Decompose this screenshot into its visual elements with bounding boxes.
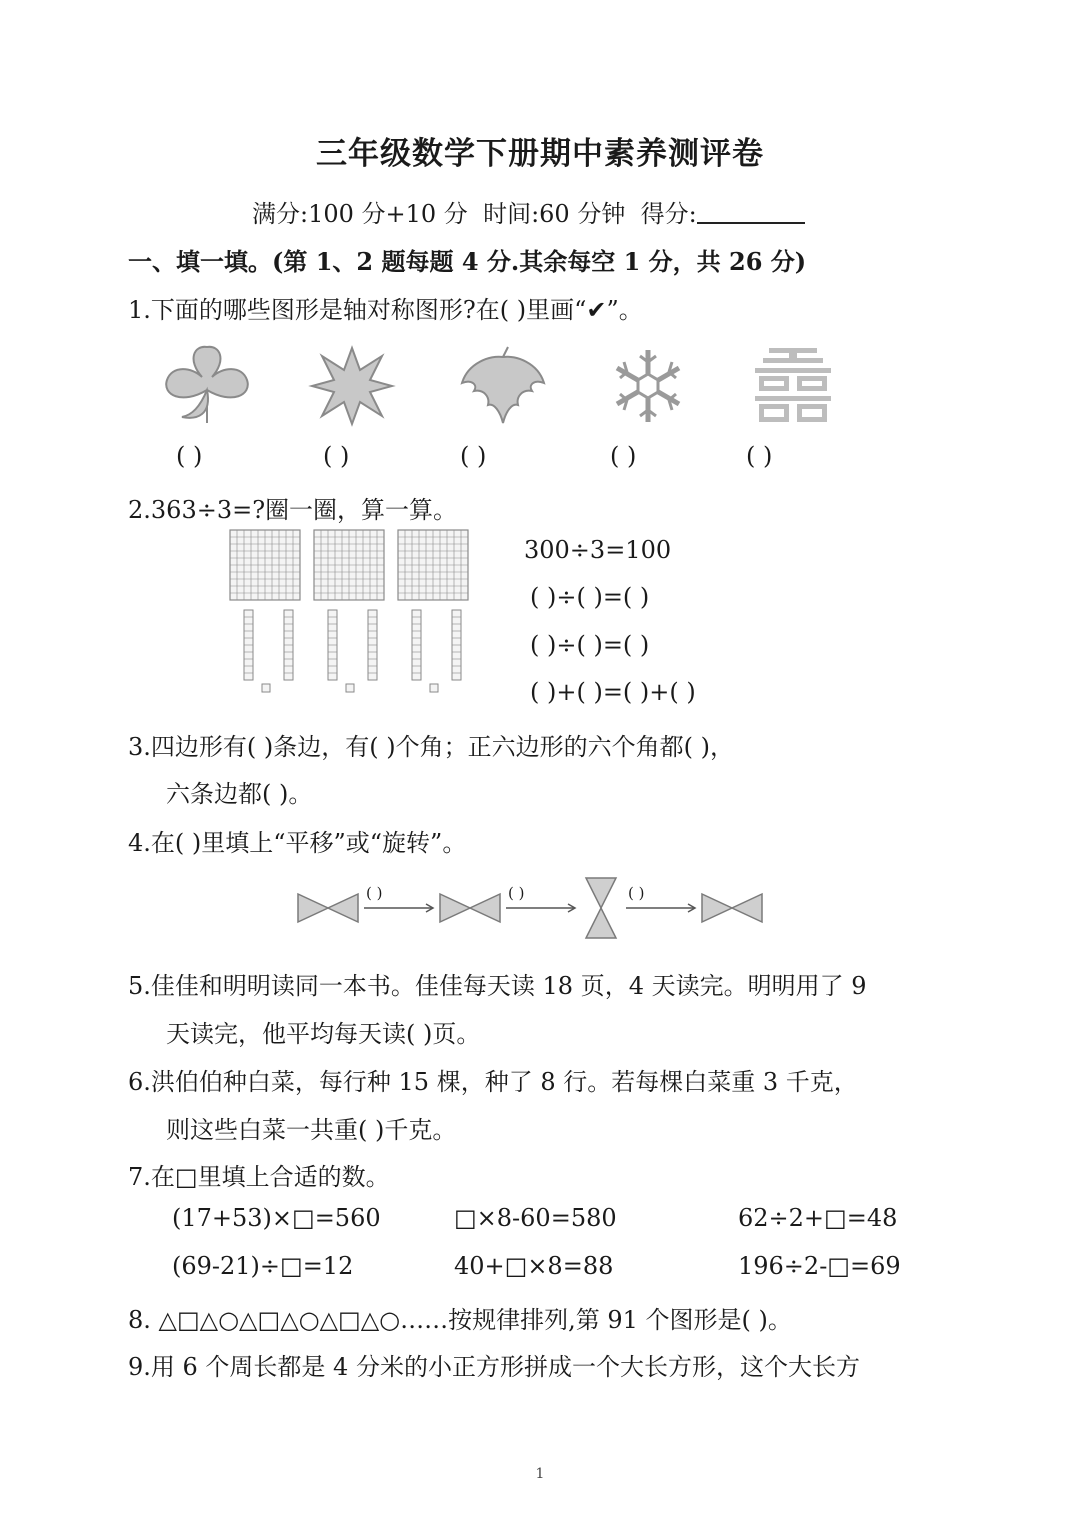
exam-meta — [252, 194, 805, 229]
one-cube — [262, 684, 270, 692]
q1-blank-4[interactable]: ( ) — [610, 442, 637, 470]
clover-shape — [162, 345, 252, 425]
q4-blank-3[interactable]: ( ) — [628, 884, 645, 902]
q1-blank-3[interactable]: ( ) — [460, 442, 487, 470]
question-8: 8. △□△○△□△○△□△○……按规律排列,第 91 个图形是( )。 — [128, 1306, 792, 1334]
double-happiness-shape — [755, 348, 831, 422]
time-limit: 时间:60 分钟 — [483, 200, 626, 228]
star-burst-shape — [312, 348, 392, 424]
q2-given: 300÷3=100 — [524, 536, 672, 564]
question-9: 9.用 6 个周长都是 4 分米的小正方形拼成一个大长方形，这个大长方 — [128, 1353, 860, 1381]
snowflake-shape — [610, 348, 686, 424]
q7-eq-1[interactable]: (17+53)×□=560 — [172, 1204, 381, 1232]
question-1: 1.下面的哪些图形是轴对称图形?在( )里画“✔”。 — [128, 296, 643, 324]
leaf-shape — [460, 345, 546, 425]
question-3-line-2: 六条边都( )。 — [166, 780, 313, 808]
question-3-line-1: 3.四边形有( )条边，有( )个角；正六边形的六个角都( )， — [128, 733, 734, 761]
page-number: 1 — [535, 1466, 545, 1482]
score-label: 得分: — [640, 200, 697, 228]
score-blank[interactable] — [697, 200, 805, 224]
question-5-line-1: 5.佳佳和明明读同一本书。佳佳每天读 18 页，4 天读完。明明用了 9 — [128, 972, 867, 1000]
q4-blank-2[interactable]: ( ) — [508, 884, 525, 902]
question-7: 7.在□里填上合适的数。 — [128, 1163, 390, 1191]
question-4: 4.在( )里填上“平移”或“旋转”。 — [128, 829, 467, 857]
q2-line-3[interactable]: ( )+( )=( )+( ) — [530, 678, 696, 706]
q2-line-1[interactable]: ( )÷( )=( ) — [530, 583, 650, 611]
q2-line-2[interactable]: ( )÷( )=( ) — [530, 631, 650, 659]
q7-eq-5[interactable]: 40+□×8=88 — [454, 1252, 614, 1280]
base-ten-blocks-figure — [225, 528, 475, 698]
q1-blank-2[interactable]: ( ) — [323, 442, 350, 470]
q7-eq-4[interactable]: (69-21)÷□=12 — [172, 1252, 354, 1280]
q7-eq-6[interactable]: 196÷2-□=69 — [738, 1252, 901, 1280]
question-5-line-2: 天读完，他平均每天读( )页。 — [166, 1020, 481, 1048]
one-cube — [430, 684, 438, 692]
one-cube — [346, 684, 354, 692]
q7-eq-2[interactable]: □×8-60=580 — [454, 1204, 617, 1232]
question-2: 2.363÷3=?圈一圈，算一算。 — [128, 496, 458, 524]
section-heading: 一、填一填。(第 1、2 题每题 4 分.其余每空 1 分，共 26 分) — [128, 247, 807, 276]
question-6-line-1: 6.洪伯伯种白菜，每行种 15 棵，种了 8 行。若每棵白菜重 3 千克， — [128, 1068, 858, 1096]
page-title: 三年级数学下册期中素养测评卷 — [316, 136, 764, 172]
q1-blank-1[interactable]: ( ) — [176, 442, 203, 470]
q7-eq-3[interactable]: 62÷2+□=48 — [738, 1204, 898, 1232]
q1-blank-5[interactable]: ( ) — [746, 442, 773, 470]
q4-blank-1[interactable]: ( ) — [366, 884, 383, 902]
question-6-line-2: 则这些白菜一共重( )千克。 — [166, 1116, 457, 1144]
full-score: 满分:100 分+10 分 — [252, 200, 468, 228]
